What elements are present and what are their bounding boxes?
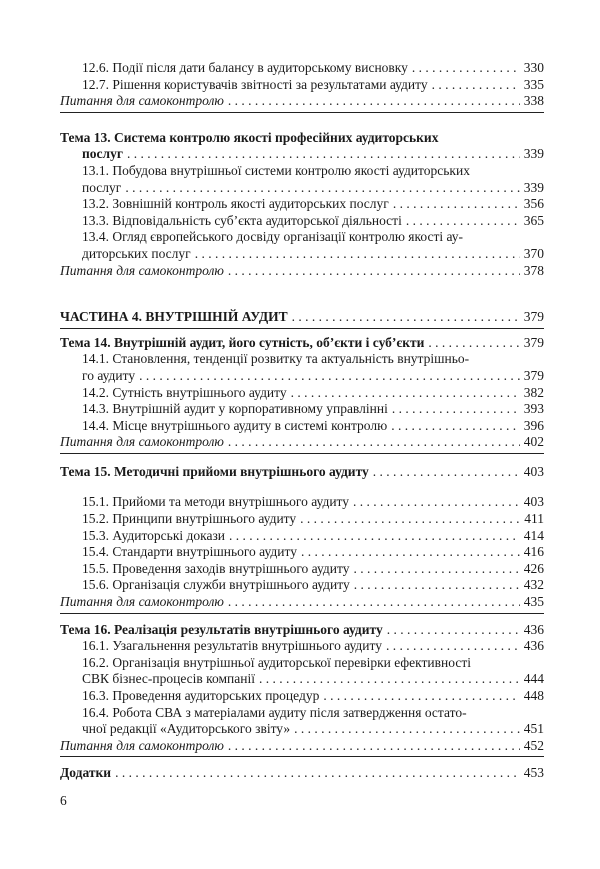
toc-entry-15-3: 15.3. Аудиторські докази . . . 414 bbox=[60, 528, 544, 545]
toc-entry-12-7: 12.7. Рішення користувачів звітності за результатами аудиту . . . 335 bbox=[60, 77, 544, 94]
toc-entry-15-4: 15.4. Стандарти внутрішнього аудиту . . . 416 bbox=[60, 544, 544, 561]
toc-entry-14-2: 14.2. Сутність внутрішнього аудиту . . . 382 bbox=[60, 385, 544, 402]
toc-entry-13-4-line1: 13.4. Огляд європейського досвіду організації контролю якості ау- bbox=[82, 229, 464, 245]
topic-13-title-line2: послуг . . . 339 bbox=[60, 146, 544, 163]
divider bbox=[60, 112, 544, 113]
toc-entry-13-1-line2: послуг . . . 339 bbox=[60, 180, 544, 197]
part-4-title: ЧАСТИНА 4. ВНУТРІШНІЙ АУДИТ . . . 379 bbox=[60, 309, 544, 326]
toc-entry-15-2: 15.2. Принципи внутрішнього аудиту . . . 411 bbox=[60, 511, 544, 528]
toc-entry-13-4-line2: диторських послуг . . . 370 bbox=[60, 246, 544, 263]
topic-13-title-line1: Тема 13. Система контролю якості професійних аудиторських bbox=[60, 129, 439, 145]
toc-self-control-16: Питання для самоконтролю . . . 452 bbox=[60, 738, 544, 755]
toc-entry-12-6: 12.6. Події після дати балансу в аудиторському висновку . . . 330 bbox=[60, 60, 544, 77]
toc-entry-15-1: 15.1. Прийоми та методи внутрішнього аудиту . . . 403 bbox=[60, 494, 544, 511]
toc-entry-15-6: 15.6. Організація служби внутрішнього аудиту . . . 432 bbox=[60, 577, 544, 594]
divider bbox=[60, 756, 544, 757]
table-of-contents bbox=[60, 60, 544, 782]
topic-16-title: Тема 16. Реалізація результатів внутрішнього аудиту . . . 436 bbox=[60, 622, 544, 639]
divider bbox=[60, 328, 544, 329]
page-number: 6 bbox=[60, 793, 67, 808]
toc-entry-16-1: 16.1. Узагальнення результатів внутрішнього аудиту . . . 436 bbox=[60, 638, 544, 655]
toc-entry-16-4-line1: 16.4. Робота СВА з матеріалами аудиту після затвердження остато- bbox=[82, 704, 467, 720]
divider bbox=[60, 613, 544, 614]
toc-entry-16-3: 16.3. Проведення аудиторських процедур . . . 448 bbox=[60, 688, 544, 705]
toc-entry-14-1-line2: го аудиту . . . 379 bbox=[60, 368, 544, 385]
appendix-entry: Додатки . . . 453 bbox=[60, 765, 544, 782]
topic-15-title: Тема 15. Методичні прийоми внутрішнього аудиту . . . 403 bbox=[60, 464, 544, 481]
toc-entry-13-3: 13.3. Відповідальність суб’єкта аудиторської діяльності . . . 365 bbox=[60, 213, 544, 230]
toc-entry-13-2: 13.2. Зовнішній контроль якості аудиторських послуг . . . 356 bbox=[60, 196, 544, 213]
toc-entry-14-3: 14.3. Внутрішній аудит у корпоративному управлінні . . . 393 bbox=[60, 401, 544, 418]
toc-entry-16-4-line2: чної редакції «Аудиторського звіту» . . . 451 bbox=[60, 721, 544, 738]
topic-14-title: Тема 14. Внутрішній аудит, його сутність, об’єкти і суб’єкти . . . 379 bbox=[60, 335, 544, 352]
toc-entry-13-1-line1: 13.1. Побудова внутрішньої системи контролю якості аудиторських bbox=[82, 162, 470, 178]
toc-self-control-14: Питання для самоконтролю . . . 402 bbox=[60, 434, 544, 451]
toc-self-control-13: Питання для самоконтролю . . . 378 bbox=[60, 263, 544, 280]
toc-self-control-12: Питання для самоконтролю . . . 338 bbox=[60, 93, 544, 110]
toc-entry-16-2-line1: 16.2. Організація внутрішньої аудиторської перевірки ефективності bbox=[82, 654, 471, 670]
toc-entry-16-2-line2: СВК бізнес-процесів компанії . . . 444 bbox=[60, 671, 544, 688]
divider bbox=[60, 453, 544, 454]
toc-entry-14-4: 14.4. Місце внутрішнього аудиту в системі контролю . . . 396 bbox=[60, 418, 544, 435]
toc-entry-15-5: 15.5. Проведення заходів внутрішнього аудиту . . . 426 bbox=[60, 561, 544, 578]
toc-self-control-15: Питання для самоконтролю . . . 435 bbox=[60, 594, 544, 611]
toc-entry-14-1-line1: 14.1. Становлення, тенденції розвитку та актуальність внутрішньо- bbox=[82, 351, 470, 367]
